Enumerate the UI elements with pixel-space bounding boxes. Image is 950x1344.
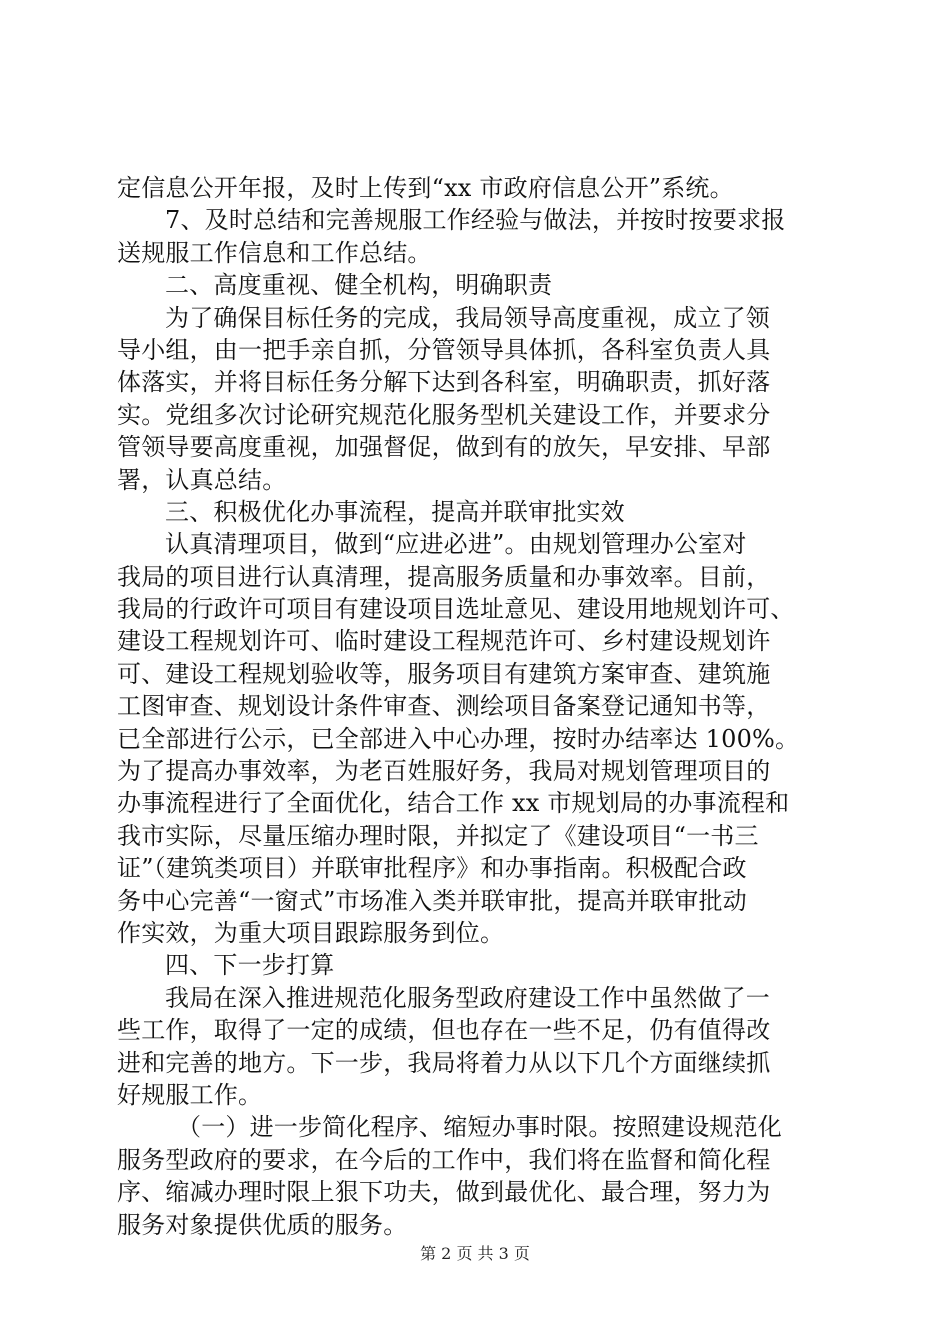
body-line: 务中心完善“一窗式”市场准入类并联审批，提高并联审批动 xyxy=(117,886,747,915)
body-line: 7、及时总结和完善规服工作经验与做法，并按时按要求报 xyxy=(165,206,786,235)
body-line: 办事流程进行了全面优化，结合工作 xx 市规划局的办事流程和 xyxy=(117,789,790,818)
body-line: 作实效，为重大项目跟踪服务到位。 xyxy=(117,918,505,947)
body-line: 体落实，并将目标任务分解下达到各科室，明确职责，抓好落 xyxy=(117,368,771,397)
body-line: 署，认真总结。 xyxy=(117,465,287,494)
body-line: 管领导要高度重视，加强督促，做到有的放矢，早安排、早部 xyxy=(117,433,771,462)
body-line: 为了提高办事效率，为老百姓服好务，我局对规划管理项目的 xyxy=(117,757,771,786)
body-line: 工图审查、规划设计条件审查、测绘项目备案登记通知书等， xyxy=(117,692,771,721)
body-line: 我局的项目进行认真清理，提高服务质量和办事效率。目前， xyxy=(117,562,771,591)
body-line: 送规服工作信息和工作总结。 xyxy=(117,238,432,267)
body-line: 定信息公开年报，及时上传到“xx 市政府信息公开”系统。 xyxy=(117,174,734,202)
body-line: 导小组，由一把手亲自抓，分管领导具体抓，各科室负责人具 xyxy=(117,335,771,364)
body-line: 我局在深入推进规范化服务型政府建设工作中虽然做了一 xyxy=(165,983,770,1012)
body-line: 好规服工作。 xyxy=(117,1080,263,1109)
body-line: 建设工程规划许可、临时建设工程规范许可、乡村建设规划许 xyxy=(117,627,771,656)
body-line: 为了确保目标任务的完成，我局领导高度重视，成立了领 xyxy=(165,303,770,332)
page-indicator: 第 2 页 共 3 页 xyxy=(420,1244,530,1263)
body-line: 序、缩减办理时限上狠下功夫，做到最优化、最合理，努力为 xyxy=(117,1178,771,1207)
body-line: 认真清理项目，做到“应进必进”。由规划管理办公室对 xyxy=(165,530,747,559)
body-line: 已全部进行公示，已全部进入中心办理，按时办结率达 100%。 xyxy=(117,724,800,753)
section-heading: 四、下一步打算 xyxy=(165,951,335,980)
body-line: 服务型政府的要求，在今后的工作中，我们将在监督和简化程 xyxy=(117,1145,771,1174)
section-heading: 二、高度重视、健全机构，明确职责 xyxy=(165,271,553,300)
body-line: 我市实际，尽量压缩办理时限，并拟定了《建设项目“一书三 xyxy=(117,821,759,850)
body-line: 证”（建筑类项目）并联审批程序》和办事指南。积极配合政 xyxy=(117,854,747,883)
body-line: 我局的行政许可项目有建设项目选址意见、建设用地规划许可、 xyxy=(117,595,795,624)
document-body xyxy=(117,172,835,1241)
section-heading: 三、积极优化办事流程，提高并联审批实效 xyxy=(165,497,625,526)
body-line: 可、建设工程规划验收等，服务项目有建筑方案审查、建筑施 xyxy=(117,659,771,688)
body-line: 实。党组多次讨论研究规范化服务型机关建设工作，并要求分 xyxy=(117,400,771,429)
body-line: 些工作，取得了一定的成绩，但也存在一些不足，仍有值得改 xyxy=(117,1016,771,1045)
body-line: 服务对象提供优质的服务。 xyxy=(117,1210,408,1239)
subsection-heading: （一）进一步简化程序、缩短办事时限。按照建设规范化 xyxy=(177,1113,782,1142)
page-footer xyxy=(0,1244,950,1264)
body-line: 进和完善的地方。下一步，我局将着力从以下几个方面继续抓 xyxy=(117,1048,771,1077)
